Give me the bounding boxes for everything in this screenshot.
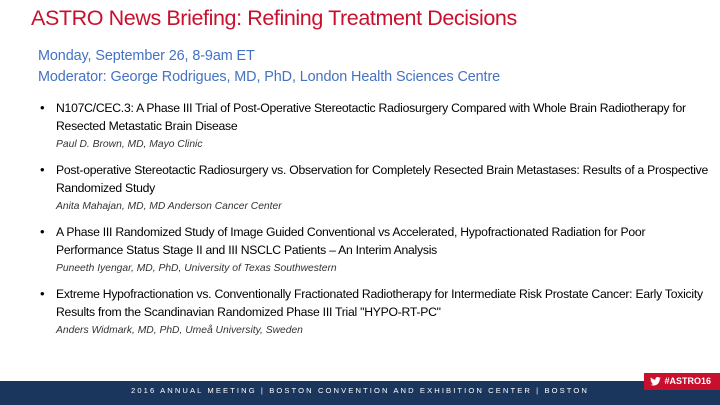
talk-title: Extreme Hypofractionation vs. Conventionally Fractionated Radiotherapy for Intermediate Risk Prostate Cancer: Early Toxicity Results from the Scandinavian Randomized Phase III Trial "HYPO-RT-PC" <box>56 287 703 319</box>
date-line: Monday, September 26, 8-9am ET <box>38 48 255 64</box>
talk-list <box>40 99 710 338</box>
talk-speaker: Anita Mahajan, MD, MD Anderson Cancer Center <box>56 201 282 212</box>
talk-item <box>40 285 710 338</box>
talk-item <box>40 161 710 214</box>
hashtag-badge <box>644 373 720 390</box>
talk-item <box>40 223 710 276</box>
talk-speaker: Puneeth Iyengar, MD, PhD, University of Texas Southwestern <box>56 263 337 274</box>
bullet-icon: • <box>40 224 45 239</box>
talk-title: N107C/CEC.3: A Phase III Trial of Post-Operative Stereotactic Radiosurgery Compared with Whole Brain Radiotherapy for Resected Metastatic Brain Disease <box>56 101 686 133</box>
talk-speaker: Anders Widmark, MD, PhD, Umeå University, Sweden <box>56 325 303 336</box>
footer-bar <box>0 381 720 405</box>
footer-text: 2016 ANNUAL MEETING | BOSTON CONVENTION AND EXHIBITION CENTER | BOSTON <box>131 386 589 395</box>
talk-title: A Phase III Randomized Study of Image Guided Conventional vs Accelerated, Hypofractionated Radiation for Poor Performance Status Stage II and III NSCLC Patients – An Interim Analysis <box>56 225 646 257</box>
moderator-line: Moderator: George Rodrigues, MD, PhD, London Health Sciences Centre <box>38 69 501 85</box>
bullet-icon: • <box>40 100 45 115</box>
talk-title: Post-operative Stereotactic Radiosurgery vs. Observation for Completely Resected Brain Metastases: Results of a Prospective Randomized Study <box>56 163 709 195</box>
slide-title: ASTRO News Briefing: Refining Treatment Decisions <box>31 6 517 30</box>
talk-speaker: Paul D. Brown, MD, Mayo Clinic <box>56 139 203 150</box>
twitter-bird-icon <box>650 377 661 386</box>
hashtag-text: #ASTRO16 <box>664 376 711 386</box>
bullet-icon: • <box>40 286 45 301</box>
bullet-icon: • <box>40 162 45 177</box>
talk-item <box>40 99 710 152</box>
